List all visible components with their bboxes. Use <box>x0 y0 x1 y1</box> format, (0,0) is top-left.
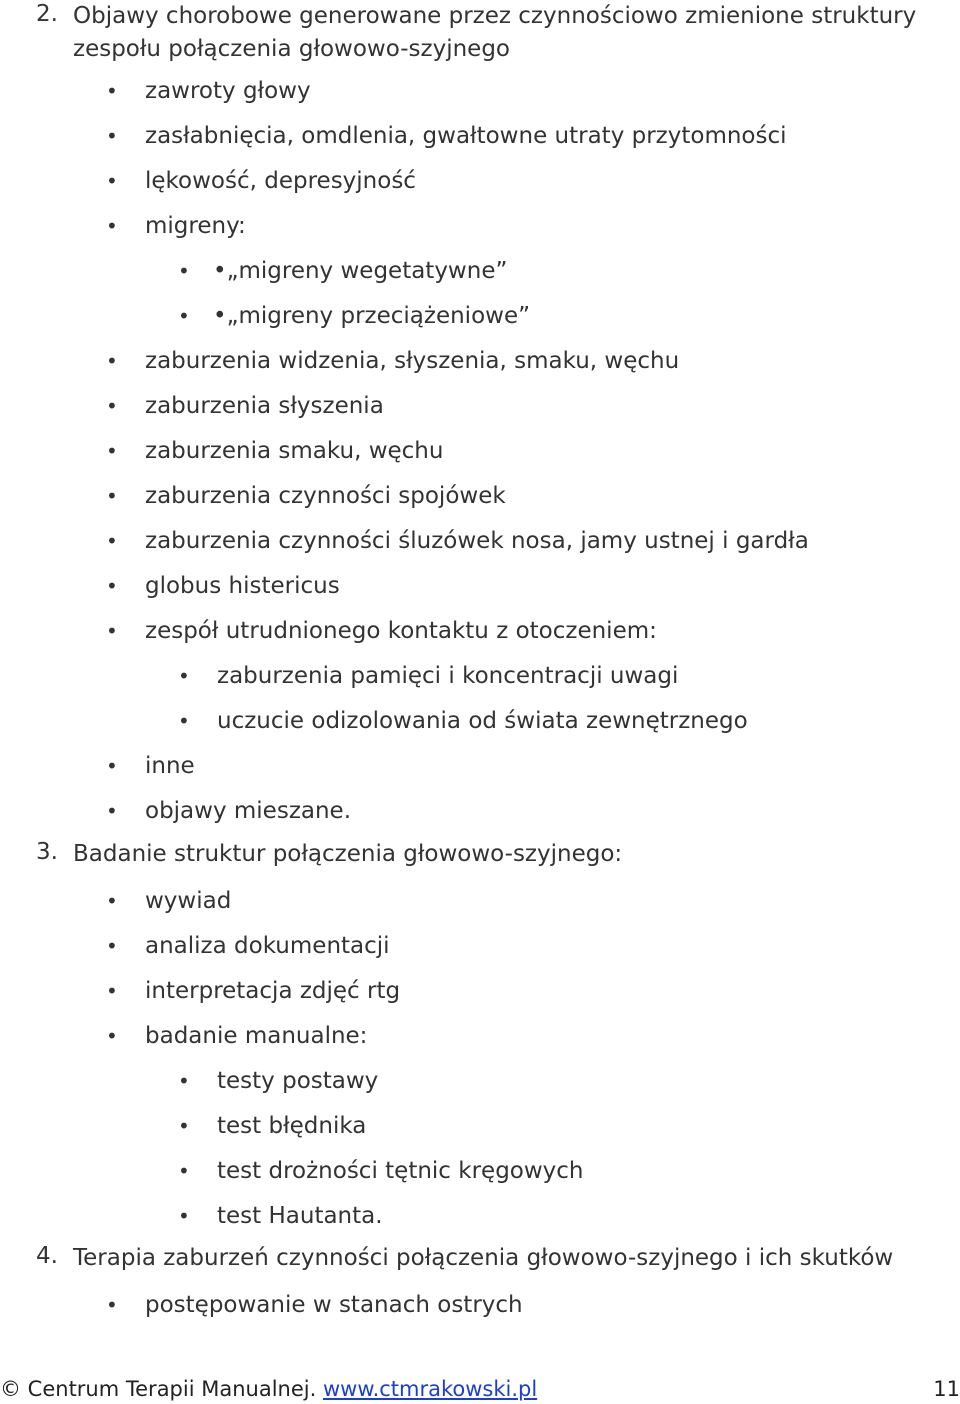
bullet-icon: • <box>178 1114 190 1138</box>
bullet-icon: • <box>106 529 118 553</box>
bullet-icon: • <box>106 439 118 463</box>
list-item: badanie manualne: <box>145 1023 368 1049</box>
section-number: 2. <box>36 1 58 27</box>
list-item: zawroty głowy <box>145 78 311 104</box>
bullet-icon: • <box>106 394 118 418</box>
website-link[interactable]: www.ctmrakowski.pl <box>322 1377 538 1401</box>
bullet-icon: • <box>106 1024 118 1048</box>
list-item: zaburzenia czynności spojówek <box>145 483 506 509</box>
bullet-icon: • <box>178 1204 190 1228</box>
footer-copyright <box>0 1375 537 1403</box>
list-item: wywiad <box>145 888 232 914</box>
bullet-icon: • <box>178 259 190 283</box>
bullet-icon: • <box>106 799 118 823</box>
bullet-icon: • <box>106 79 118 103</box>
sub-list-item: test Hautanta. <box>217 1203 383 1229</box>
section-title: Badanie struktur połączenia głowowo-szyjnego: <box>73 841 623 867</box>
sub-list-item: •„migreny wegetatywne” <box>213 258 508 284</box>
bullet-icon: • <box>106 574 118 598</box>
list-item: postępowanie w stanach ostrych <box>145 1292 523 1318</box>
section-number: 4. <box>36 1243 58 1269</box>
list-item: zasłabnięcia, omdlenia, gwałtowne utraty przytomności <box>145 123 787 149</box>
list-item: zaburzenia czynności śluzówek nosa, jamy ustnej i gardła <box>145 528 809 554</box>
sub-list-item: •„migreny przeciążeniowe” <box>213 303 531 329</box>
bullet-icon: • <box>178 304 190 328</box>
bullet-icon: • <box>106 214 118 238</box>
bullet-icon: • <box>106 934 118 958</box>
bullet-icon: • <box>106 619 118 643</box>
bullet-icon: • <box>106 169 118 193</box>
list-item: objawy mieszane. <box>145 798 352 824</box>
bullet-icon: • <box>178 709 190 733</box>
bullet-icon: • <box>106 484 118 508</box>
list-item: inne <box>145 753 195 779</box>
bullet-icon: • <box>178 1069 190 1093</box>
bullet-icon: • <box>106 889 118 913</box>
sub-list-item: testy postawy <box>217 1068 379 1094</box>
sub-list-item: zaburzenia pamięci i koncentracji uwagi <box>217 663 679 689</box>
list-item: lękowość, depresyjność <box>145 168 416 194</box>
bullet-icon: • <box>106 979 118 1003</box>
page-footer <box>0 1375 960 1403</box>
bullet-icon: • <box>106 1293 118 1317</box>
section-title: Terapia zaburzeń czynności połączenia głowowo-szyjnego i ich skutków <box>73 1245 894 1271</box>
list-item: interpretacja zdjęć rtg <box>145 978 401 1004</box>
bullet-icon: • <box>178 664 190 688</box>
sub-list-item: test drożności tętnic kręgowych <box>217 1158 584 1184</box>
section-title: Objawy chorobowe generowane przez czynnościowo zmienione struktury zespołu połączenia głowowo-szyjnego <box>73 3 917 62</box>
page-number: 11 <box>933 1377 960 1401</box>
list-item: zaburzenia widzenia, słyszenia, smaku, węchu <box>145 348 680 374</box>
section-number: 3. <box>36 839 58 865</box>
list-item: zaburzenia słyszenia <box>145 393 384 419</box>
list-item: zespół utrudnionego kontaktu z otoczeniem: <box>145 618 657 644</box>
bullet-icon: • <box>106 349 118 373</box>
copyright-text: © Centrum Terapii Manualnej. <box>0 1377 323 1401</box>
sub-list-item: uczucie odizolowania od świata zewnętrznego <box>217 708 748 734</box>
bullet-icon: • <box>106 124 118 148</box>
list-item: globus histericus <box>145 573 340 599</box>
bullet-icon: • <box>106 754 118 778</box>
list-item: analiza dokumentacji <box>145 933 390 959</box>
list-item: migreny: <box>145 213 246 239</box>
list-item: zaburzenia smaku, węchu <box>145 438 444 464</box>
sub-list-item: test błędnika <box>217 1113 367 1139</box>
bullet-icon: • <box>178 1159 190 1183</box>
